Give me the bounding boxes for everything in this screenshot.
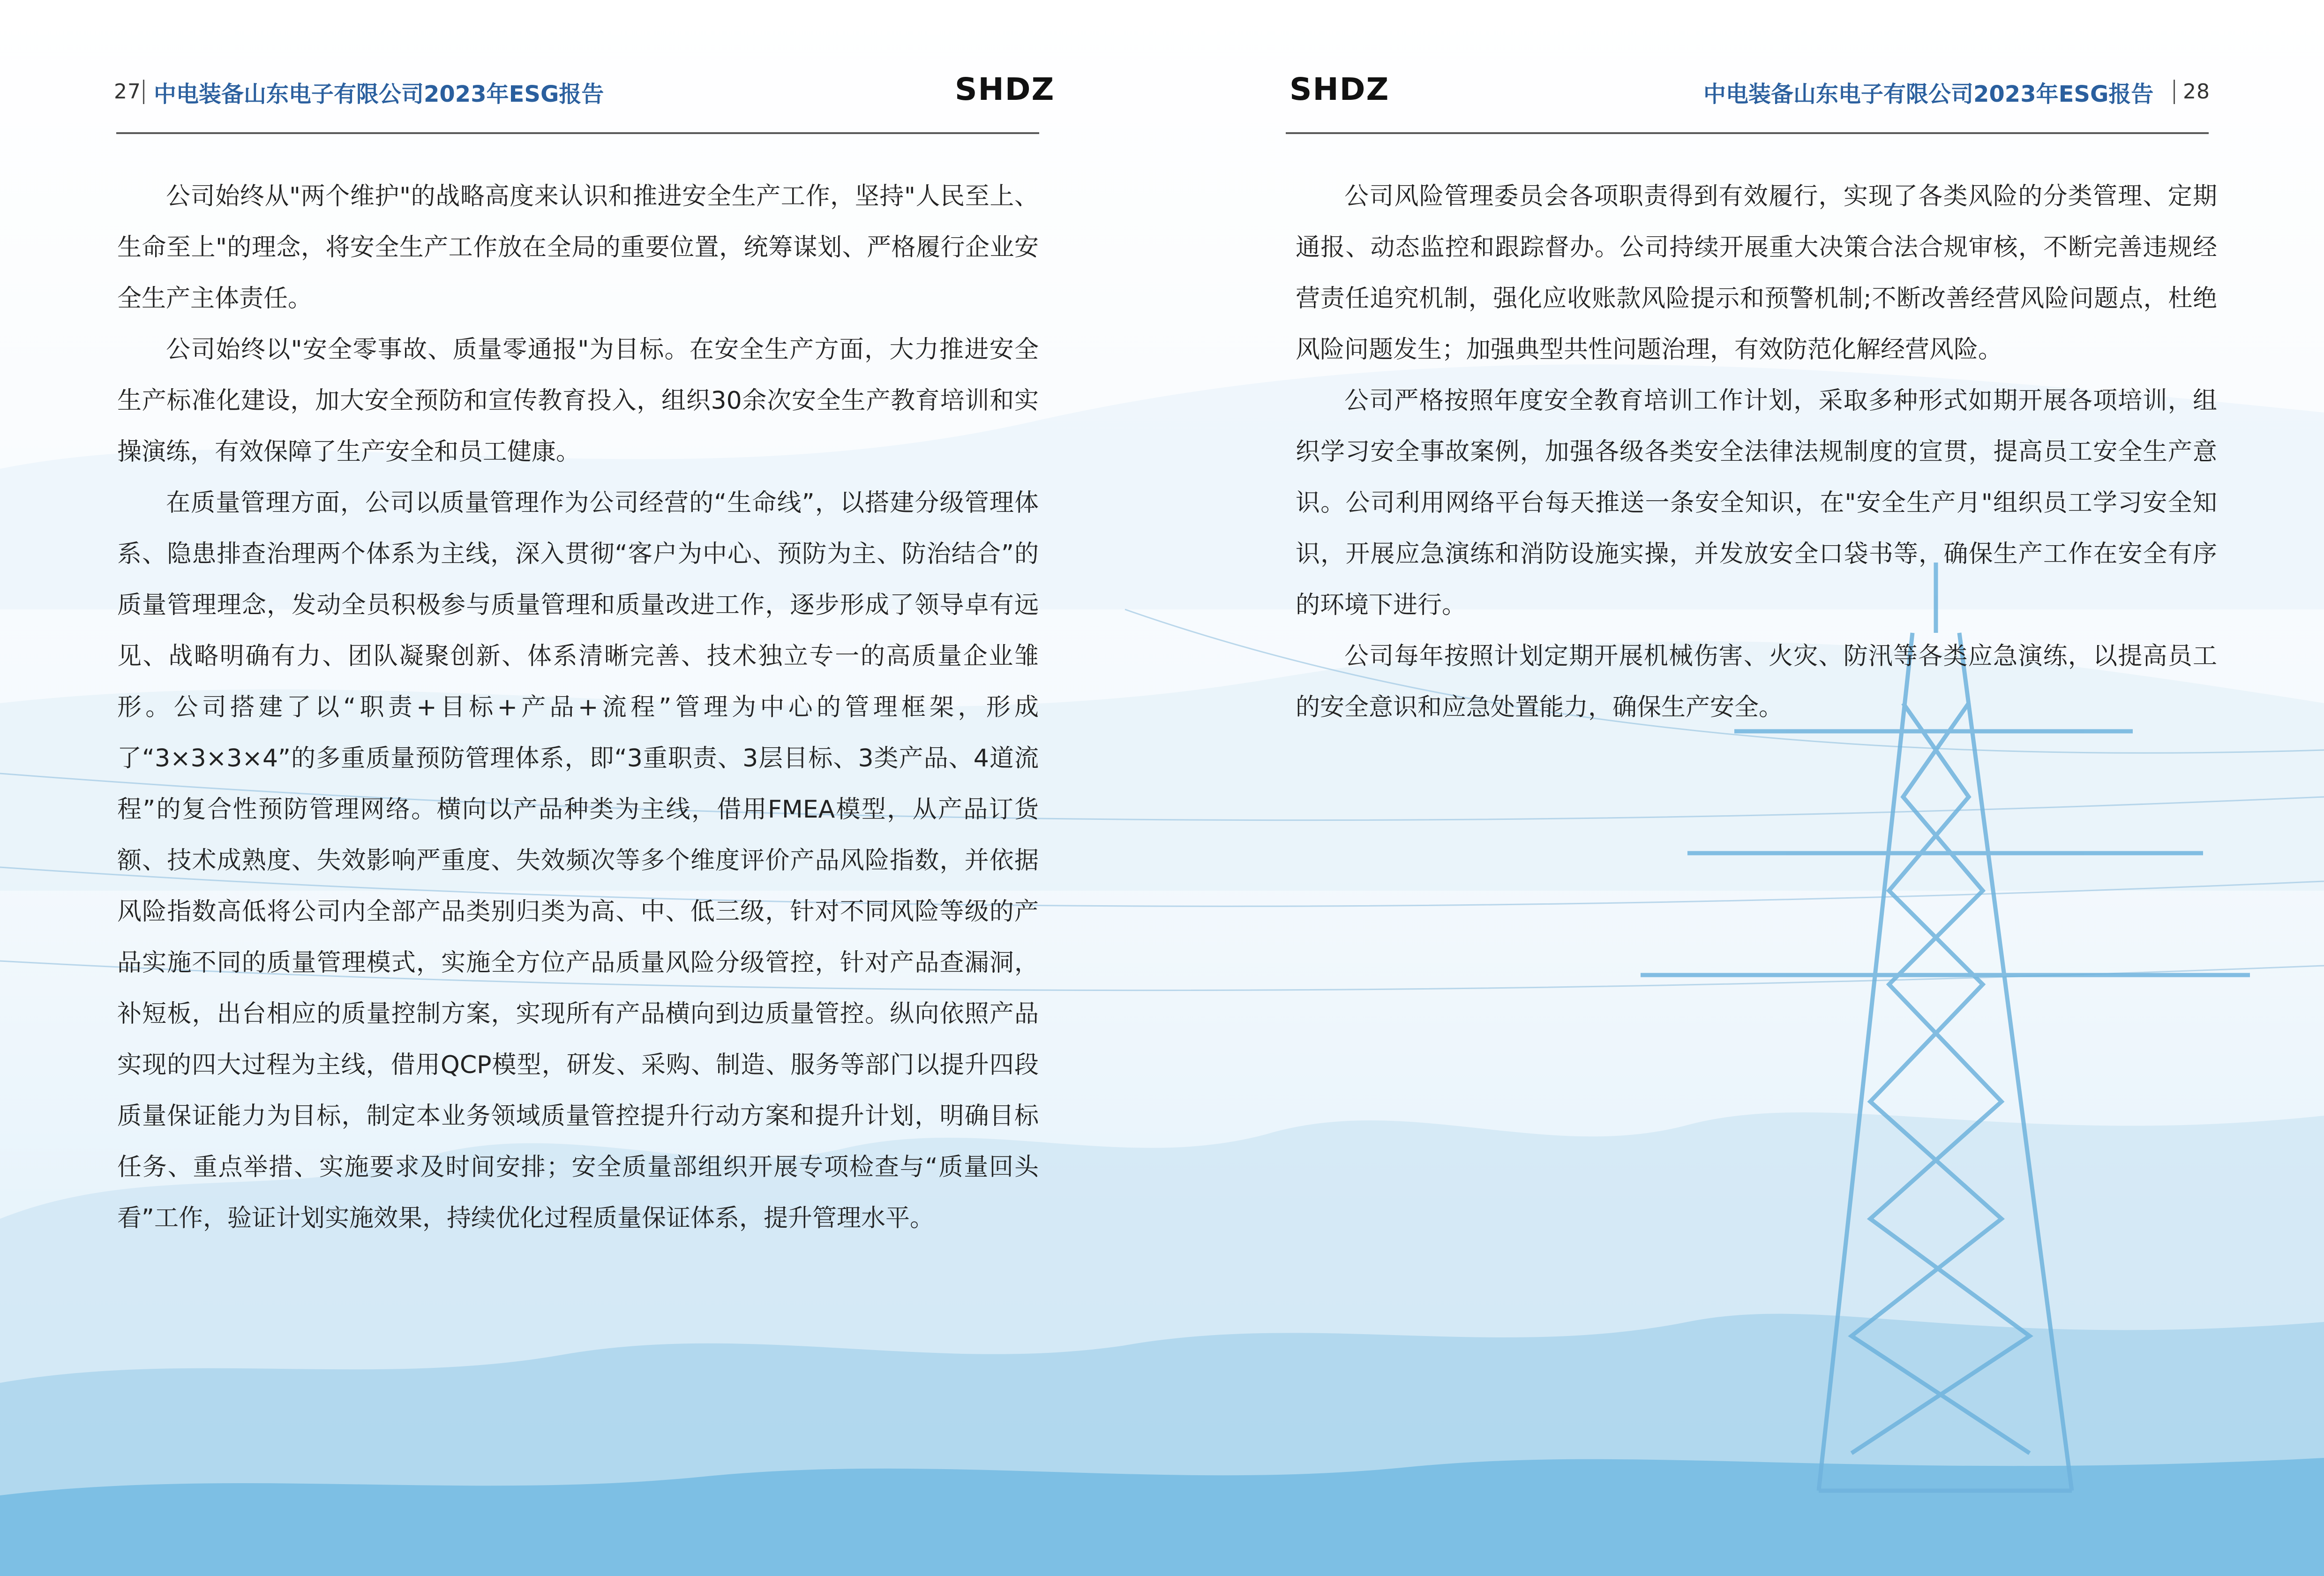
header-divider-left <box>143 80 144 104</box>
paragraph: 公司每年按照计划定期开展机械伤害、火灾、防汛等各类应急演练，以提高员工的安全意识和应急处置能力，确保生产安全。 <box>1296 642 2217 721</box>
brand-logo-right: SHDZ <box>1289 71 1390 107</box>
header-rule-left <box>116 132 1039 134</box>
paragraph: 公司始终以"安全零事故、质量零通报"为目标。在安全生产方面，大力推进安全生产标准化建设，加大安全预防和宣传教育投入，组织30余次安全生产教育培训和实操演练，有效保障了生产安全和员工健康。 <box>117 336 1039 466</box>
page-number-left: 27 <box>114 80 141 104</box>
right-body-text <box>1296 171 2217 733</box>
paragraph: 公司始终从"两个维护"的战略高度来认识和推进安全生产工作，坚持"人民至上、生命至上"的理念，将安全生产工作放在全局的重要位置，统筹谋划、严格履行企业安全生产主体责任。 <box>117 182 1039 313</box>
paragraph: 公司严格按照年度安全教育培训工作计划，采取多种形式如期开展各项培训，组织学习安全事故案例，加强各级各类安全法律法规制度的宣贯，提高员工安全生产意识。公司利用网络平台每天推送一条安全知识，在"安全生产月"组织员工学习安全知识，开展应急演练和消防设施实操，并发放安全口袋书等，确保生产工作在安全有序的环境下进行。 <box>1296 387 2217 619</box>
right-page <box>1162 0 2324 1576</box>
header-divider-right <box>2174 80 2175 104</box>
brand-logo-left: SHDZ <box>955 71 1055 107</box>
left-body-text <box>117 171 1039 1244</box>
page-number-right: 28 <box>2183 80 2210 104</box>
report-title-left: 中电装备山东电子有限公司2023年ESG报告 <box>154 81 604 107</box>
paragraph: 在质量管理方面，公司以质量管理作为公司经营的“生命线”，以搭建分级管理体系、隐患排查治理两个体系为主线，深入贯彻“客户为中心、预防为主、防治结合”的质量管理理念，发动全员积极参与质量管理和质量改进工作，逐步形成了领导卓有远见、战略明确有力、团队凝聚创新、体系清晰完善、技术独立专一的高质量企业雏形。公司搭建了以“职责+目标+产品+流程”管理为中心的管理框架，形成了“3×3×3×4”的多重质量预防管理体系，即“3重职责、3层目标、3类产品、4道流程”的复合性预防管理网络。横向以产品种类为主线，借用FMEA模型，从产品订货额、技术成熟度、失效影响严重度、失效频次等多个维度评价产品风险指数，并依据风险指数高低将公司内全部产品类别归类为高、中、低三级，针对不同风险等级的产品实施不同的质量管理模式，实施全方位产品质量风险分级管控，针对产品查漏洞，补短板，出台相应的质量控制方案，实现所有产品横向到边质量管控。纵向依照产品实现的四大过程为主线，借用QCP模型，研发、采购、制造、服务等部门以提升四段质量保证能力为目标，制定本业务领域质量管控提升行动方案和提升计划，明确目标任务、重点举措、实施要求及时间安排；安全质量部组织开展专项检查与“质量回头看”工作，验证计划实施效果，持续优化过程质量保证体系，提升管理水平。 <box>117 489 1039 1232</box>
paragraph: 公司风险管理委员会各项职责得到有效履行，实现了各类风险的分类管理、定期通报、动态监控和跟踪督办。公司持续开展重大决策合法合规审核，不断完善违规经营责任追究机制，强化应收账款风险提示和预警机制;不断改善经营风险问题点，杜绝风险问题发生；加强典型共性问题治理，有效防范化解经营风险。 <box>1296 182 2217 364</box>
report-title-right: 中电装备山东电子有限公司2023年ESG报告 <box>1703 81 2154 107</box>
header-rule-right <box>1286 132 2209 134</box>
